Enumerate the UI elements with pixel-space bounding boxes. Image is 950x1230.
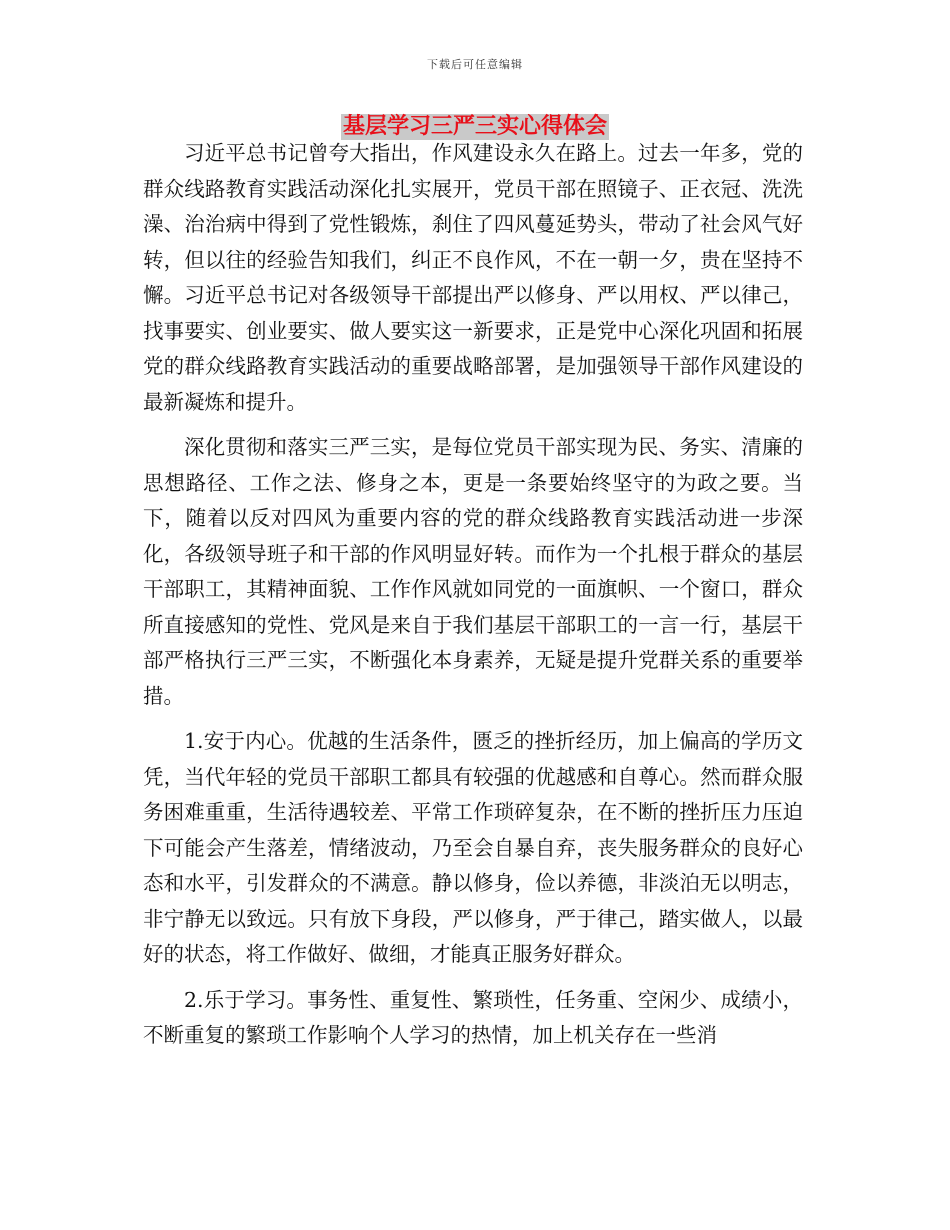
paragraph-2: 深化贯彻和落实三严三实，是每位党员干部实现为民、务实、清廉的思想路径、工作之法、修身之本，更是一条要始终坚守的为政之要。当下，随着以反对四风为重要内容的党的群众线路教育实践活动进一步深化，各级领导班子和干部的作风明显好转。而作为一个扎根于群众的基层干部职工，其精神面貌、工作作风就如同党的一面旗帜、一个窗口，群众所直接感知的党性、党风是来自于我们基层干部职工的一言一行，基层干部严格执行三严三实，不断强化本身素养，无疑是提升党群关系的重要举措。 <box>143 435 803 708</box>
document-title: 基层学习三严三实心得体会 <box>342 114 607 139</box>
paragraph-3: 1.安于内心。优越的生活条件，匮乏的挫折经历，加上偏高的学历文凭，当代年轻的党员干部职工都具有较强的优越感和自尊心。然而群众服务困难重重，生活待遇较差、平常工作琐碎复杂，在不断的挫折压力压迫下可能会产生落差，情绪波动，乃至会自暴自弃，丧失服务群众的良好心态和水平，引发群众的不满意。静以修身，俭以养德，非淡泊无以明志，非宁静无以致远。只有放下身段，严以修身，严于律己，踏实做人，以最好的状态，将工作做好、做细，才能真正服务好群众。 <box>143 729 803 966</box>
paragraph-4: 2.乐于学习。事务性、重复性、繁琐性，任务重、空闲少、成绩小，不断重复的繁琐工作影响个人学习的热情，加上机关存在一些消 <box>143 987 803 1047</box>
header-note: 下载后可任意编辑 <box>427 58 523 71</box>
paragraph-1: 习近平总书记曾夸大指出，作风建设永久在路上。过去一年多，党的群众线路教育实践活动深化扎实展开，党员干部在照镜子、正衣冠、洗洗澡、治治病中得到了党性锻炼，刹住了四风蔓延势头，带动了社会风气好转，但以往的经验告知我们，纠正不良作风，不在一朝一夕，贵在坚持不懈。习近平总书记对各级领导干部提出严以修身、严以用权、严以律己，找事要实、创业要实、做人要实这一新要求，正是党中心深化巩固和拓展党的群众线路教育实践活动的重要战略部署，是加强领导干部作风建设的最新凝炼和提升。 <box>143 141 803 414</box>
document-body <box>143 136 803 1064</box>
